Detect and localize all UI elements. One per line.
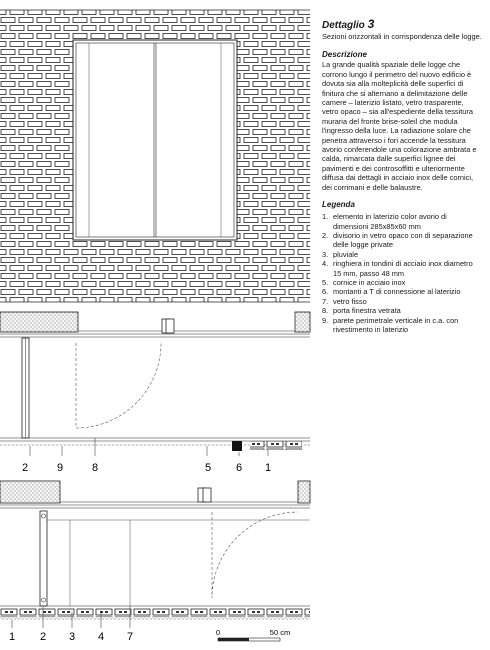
description-text: La grande qualità spaziale delle logge che corrono lungo il perimetro del nuovo edificio è dovuta sia alla molteplicità delle superfici di finitura che si alternano a delimitazione delle camere – laterizio listato, vetro trasparente, vetro opaco – sia all'espediente della tessitura muraria del fronte brise-soleil che modula l'ingresso della luce. La radiazione solare che penetra attraverso i fori accende la tessitura avorio conferendole una colorazione ambrata e calda, rimarcata dalle superfici lignee dei pavimenti e dei controsoffitti e ulteriormente diffusa dai dettagli in acciaio inox delle cornici, dei corrimani e delle balaustre. xyxy=(322,60,477,192)
text-panel xyxy=(322,18,482,334)
section2-callout-1: 1 xyxy=(8,631,16,643)
detail-subtitle: Sezioni orizzontali in corrispondenza delle logge. xyxy=(322,32,482,41)
legend-number: 1. xyxy=(322,212,329,222)
section2-callout-7: 7 xyxy=(126,631,134,643)
section1-callout-5: 5 xyxy=(204,462,212,474)
legend-item xyxy=(322,297,482,306)
legend-item xyxy=(322,259,482,278)
section1-callout-6: 6 xyxy=(235,462,243,474)
legend-text: cornice in acciaio inox xyxy=(333,277,406,287)
section2-callout-4: 4 xyxy=(97,631,105,643)
section1-callout-9: 9 xyxy=(56,462,64,474)
legend-text: montanti a T di connessione al laterizio xyxy=(333,287,461,297)
legend-text: divisorio in vetro opaco con di separazione delle logge private xyxy=(333,230,473,250)
section1-callout-2: 2 xyxy=(21,462,29,474)
legend-list xyxy=(322,212,482,334)
section-1 xyxy=(0,312,310,474)
legend-item xyxy=(322,287,482,296)
section-2 xyxy=(0,481,310,643)
detail-title xyxy=(322,18,482,32)
legend-number: 7. xyxy=(322,296,329,306)
legend-number: 6. xyxy=(322,287,329,297)
section2-callout-3: 3 xyxy=(68,631,76,643)
legend-item xyxy=(322,278,482,287)
legend-number: 2. xyxy=(322,230,329,240)
legend-number: 9. xyxy=(322,315,329,325)
legend-text: elemento in laterizio color avorio di dimensioni 285x85x60 mm xyxy=(333,212,447,231)
legend-text: ringhiera in tondini di acciaio inox diametro 15 mm, passo 48 mm xyxy=(333,259,473,278)
scale-end-label: 50 cm xyxy=(269,628,291,637)
legend-item xyxy=(322,231,482,250)
legend-number: 4. xyxy=(322,259,329,269)
legend-item xyxy=(322,306,482,315)
legend-item xyxy=(322,212,482,231)
section1-callout-1: 1 xyxy=(264,462,272,474)
legend-number: 3. xyxy=(322,249,329,259)
legend-text: vetro fisso xyxy=(333,296,367,306)
legend-item xyxy=(322,316,482,335)
legend-text: parete perimetrale verticale in c.a. con rivestimento in laterizio xyxy=(333,315,459,334)
legend-text: porta finestra vetrata xyxy=(333,306,401,316)
legend-item xyxy=(322,250,482,259)
window-opening xyxy=(73,40,237,240)
legend-number: 8. xyxy=(322,306,329,316)
section1-callout-8: 8 xyxy=(91,462,99,474)
detail-number: 3 xyxy=(367,17,375,31)
legend-number: 5. xyxy=(322,277,329,287)
section2-callout-2: 2 xyxy=(39,631,47,643)
scale-zero-label: 0 xyxy=(215,628,221,637)
description-heading: Descrizione xyxy=(322,50,367,60)
scale-bar xyxy=(216,628,290,641)
legend-heading: Legenda xyxy=(322,200,355,210)
detail-title-text: Dettaglio xyxy=(322,20,365,31)
legend-text: pluviale xyxy=(333,249,359,259)
